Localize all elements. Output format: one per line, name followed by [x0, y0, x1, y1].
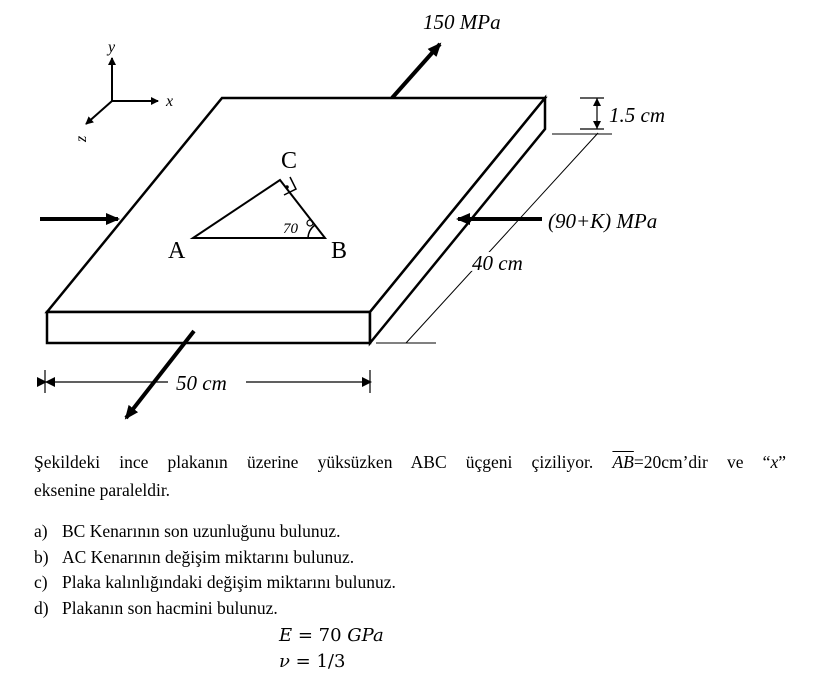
angle-label: 70 [283, 221, 298, 237]
question-item [34, 545, 396, 571]
modulus-formula [279, 625, 384, 646]
depth-label: 40 cm [472, 251, 523, 275]
point-c-label: C [281, 148, 298, 174]
thickness-label: 1.5 cm [609, 103, 665, 127]
e-unit: GPa [347, 625, 384, 646]
coordinate-axes [73, 39, 173, 143]
right-angle-dot [285, 185, 289, 189]
problem-statement [34, 448, 786, 504]
intro-part2: =20cm’dir ve “ [633, 452, 771, 472]
e-value: = 70 [292, 625, 348, 646]
poisson-formula [279, 651, 345, 672]
axis-symbol: x [770, 452, 779, 472]
e-symbol: E [279, 625, 293, 646]
y-axis-label: y [108, 39, 116, 56]
problem-line-1 [34, 448, 786, 476]
question-text: Plakanın son hacmini bulunuz. [62, 597, 278, 618]
question-item [34, 570, 396, 596]
thickness-dimension [580, 98, 665, 129]
nu-value: = 1/3 [289, 651, 346, 672]
question-item [34, 519, 396, 545]
question-text: Plaka kalınlığındaki değişim miktarını bulunuz. [62, 572, 396, 592]
width-dimension [45, 370, 370, 395]
question-list [34, 519, 396, 621]
top-stress-label: 150 MPa [423, 10, 501, 34]
z-axis-label: z [73, 135, 90, 142]
segment-ab: $\overline{AB}$ [612, 452, 634, 472]
z-axis-line [86, 101, 112, 124]
side-stress-label: (90+K) MPa [548, 209, 658, 233]
top-stress-arrow [392, 44, 440, 98]
point-b-label: B [331, 238, 348, 264]
question-text: BC Kenarının son uzunluğunu bulunuz. [62, 521, 341, 541]
nu-symbol: ν [279, 651, 290, 672]
intro-part1: Şekildeki ince plakanın üzerine yüksüzken ABC üçgeni çiziliyor. [34, 452, 594, 472]
question-item [34, 596, 396, 622]
question-letter: a) [34, 521, 48, 541]
question-letter: d) [34, 597, 49, 618]
question-text: AC Kenarının değişim miktarını bulunuz. [62, 546, 355, 567]
intro-part3: ” [778, 452, 786, 472]
width-label: 50 cm [176, 371, 227, 395]
question-letter: c) [34, 572, 48, 592]
point-a-label: A [168, 238, 186, 264]
plate-front-face [47, 312, 370, 343]
problem-line-2: eksenine paraleldir. [34, 480, 171, 500]
question-letter: b) [34, 546, 49, 567]
x-axis-label: x [166, 93, 174, 110]
